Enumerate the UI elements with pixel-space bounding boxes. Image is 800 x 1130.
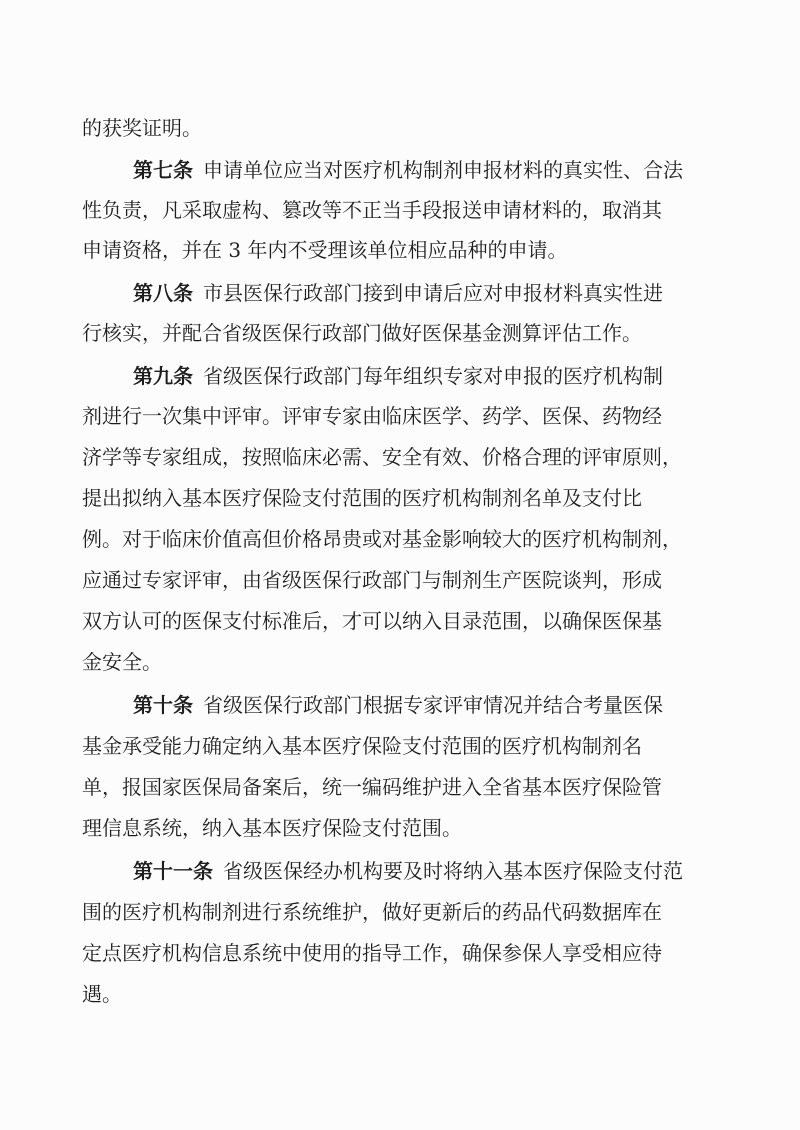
article-heading: 第九条 [133, 364, 193, 388]
text-line: 性负责，凡采取虚构、篡改等不正当手段报送申请材料的，取消其 [82, 198, 662, 222]
text-line: 省级医保行政部门根据专家评审情况并结合考量医保 [203, 693, 663, 717]
text-line: 遇。 [82, 982, 122, 1006]
text-line: 应通过专家评审，由省级医保行政部门与制剂生产医院谈判，形成 [82, 568, 662, 592]
text-line: 省级医保经办机构要及时将纳入基本医疗保险支付范 [223, 859, 683, 883]
text-line: 围的医疗机构制剂进行系统维护，做好更新后的药品代码数据库在 [82, 900, 662, 924]
text-line: 省级医保行政部门每年组织专家对申报的医疗机构制 [203, 364, 663, 388]
article-7-first-line [133, 160, 683, 180]
article-9-first-line [133, 366, 663, 386]
article-10-first-line [133, 695, 663, 715]
article-11-first-line [133, 861, 683, 881]
text-line: 定点医疗机构信息系统中使用的指导工作，确保参保人享受相应待 [82, 941, 662, 965]
text-line: 市县医保行政部门接到申请后应对申报材料真实性进 [203, 281, 663, 305]
article-heading: 第七条 [133, 158, 193, 182]
text-line: 基金承受能力确定纳入基本医疗保险支付范围的医疗机构制剂名 [82, 734, 642, 758]
text-line: 济学等专家组成，按照临床必需、安全有效、价格合理的评审原则， [82, 445, 682, 469]
text-line: 提出拟纳入基本医疗保险支付范围的医疗机构制剂名单及支付比 [82, 486, 642, 510]
text-line: 双方认可的医保支付标准后，才可以纳入目录范围，以确保医保基 [82, 609, 662, 633]
text-line: 金安全。 [82, 650, 162, 674]
text-line: 申请资格，并在 3 年内不受理该单位相应品种的申请。 [82, 238, 568, 262]
text-line: 理信息系统，纳入基本医疗保险支付范围。 [82, 816, 462, 840]
text-line: 例。对于临床价值高但价格昂贵或对基金影响较大的医疗机构制剂， [82, 527, 682, 551]
text-line: 申请单位应当对医疗机构制剂申报材料的真实性、合法 [203, 158, 683, 182]
article-heading: 第十条 [133, 693, 193, 717]
article-8-first-line [133, 283, 663, 303]
article-heading: 第八条 [133, 281, 193, 305]
text-line: 剂进行一次集中评审。评审专家由临床医学、药学、医保、药物经 [82, 404, 662, 428]
article-heading: 第十一条 [133, 859, 213, 883]
text-line: 单，报国家医保局备案后，统一编码维护进入全省基本医疗保险管 [82, 775, 662, 799]
text-line: 行核实，并配合省级医保行政部门做好医保基金测算评估工作。 [82, 321, 642, 345]
text-line: 的获奖证明。 [82, 116, 202, 140]
